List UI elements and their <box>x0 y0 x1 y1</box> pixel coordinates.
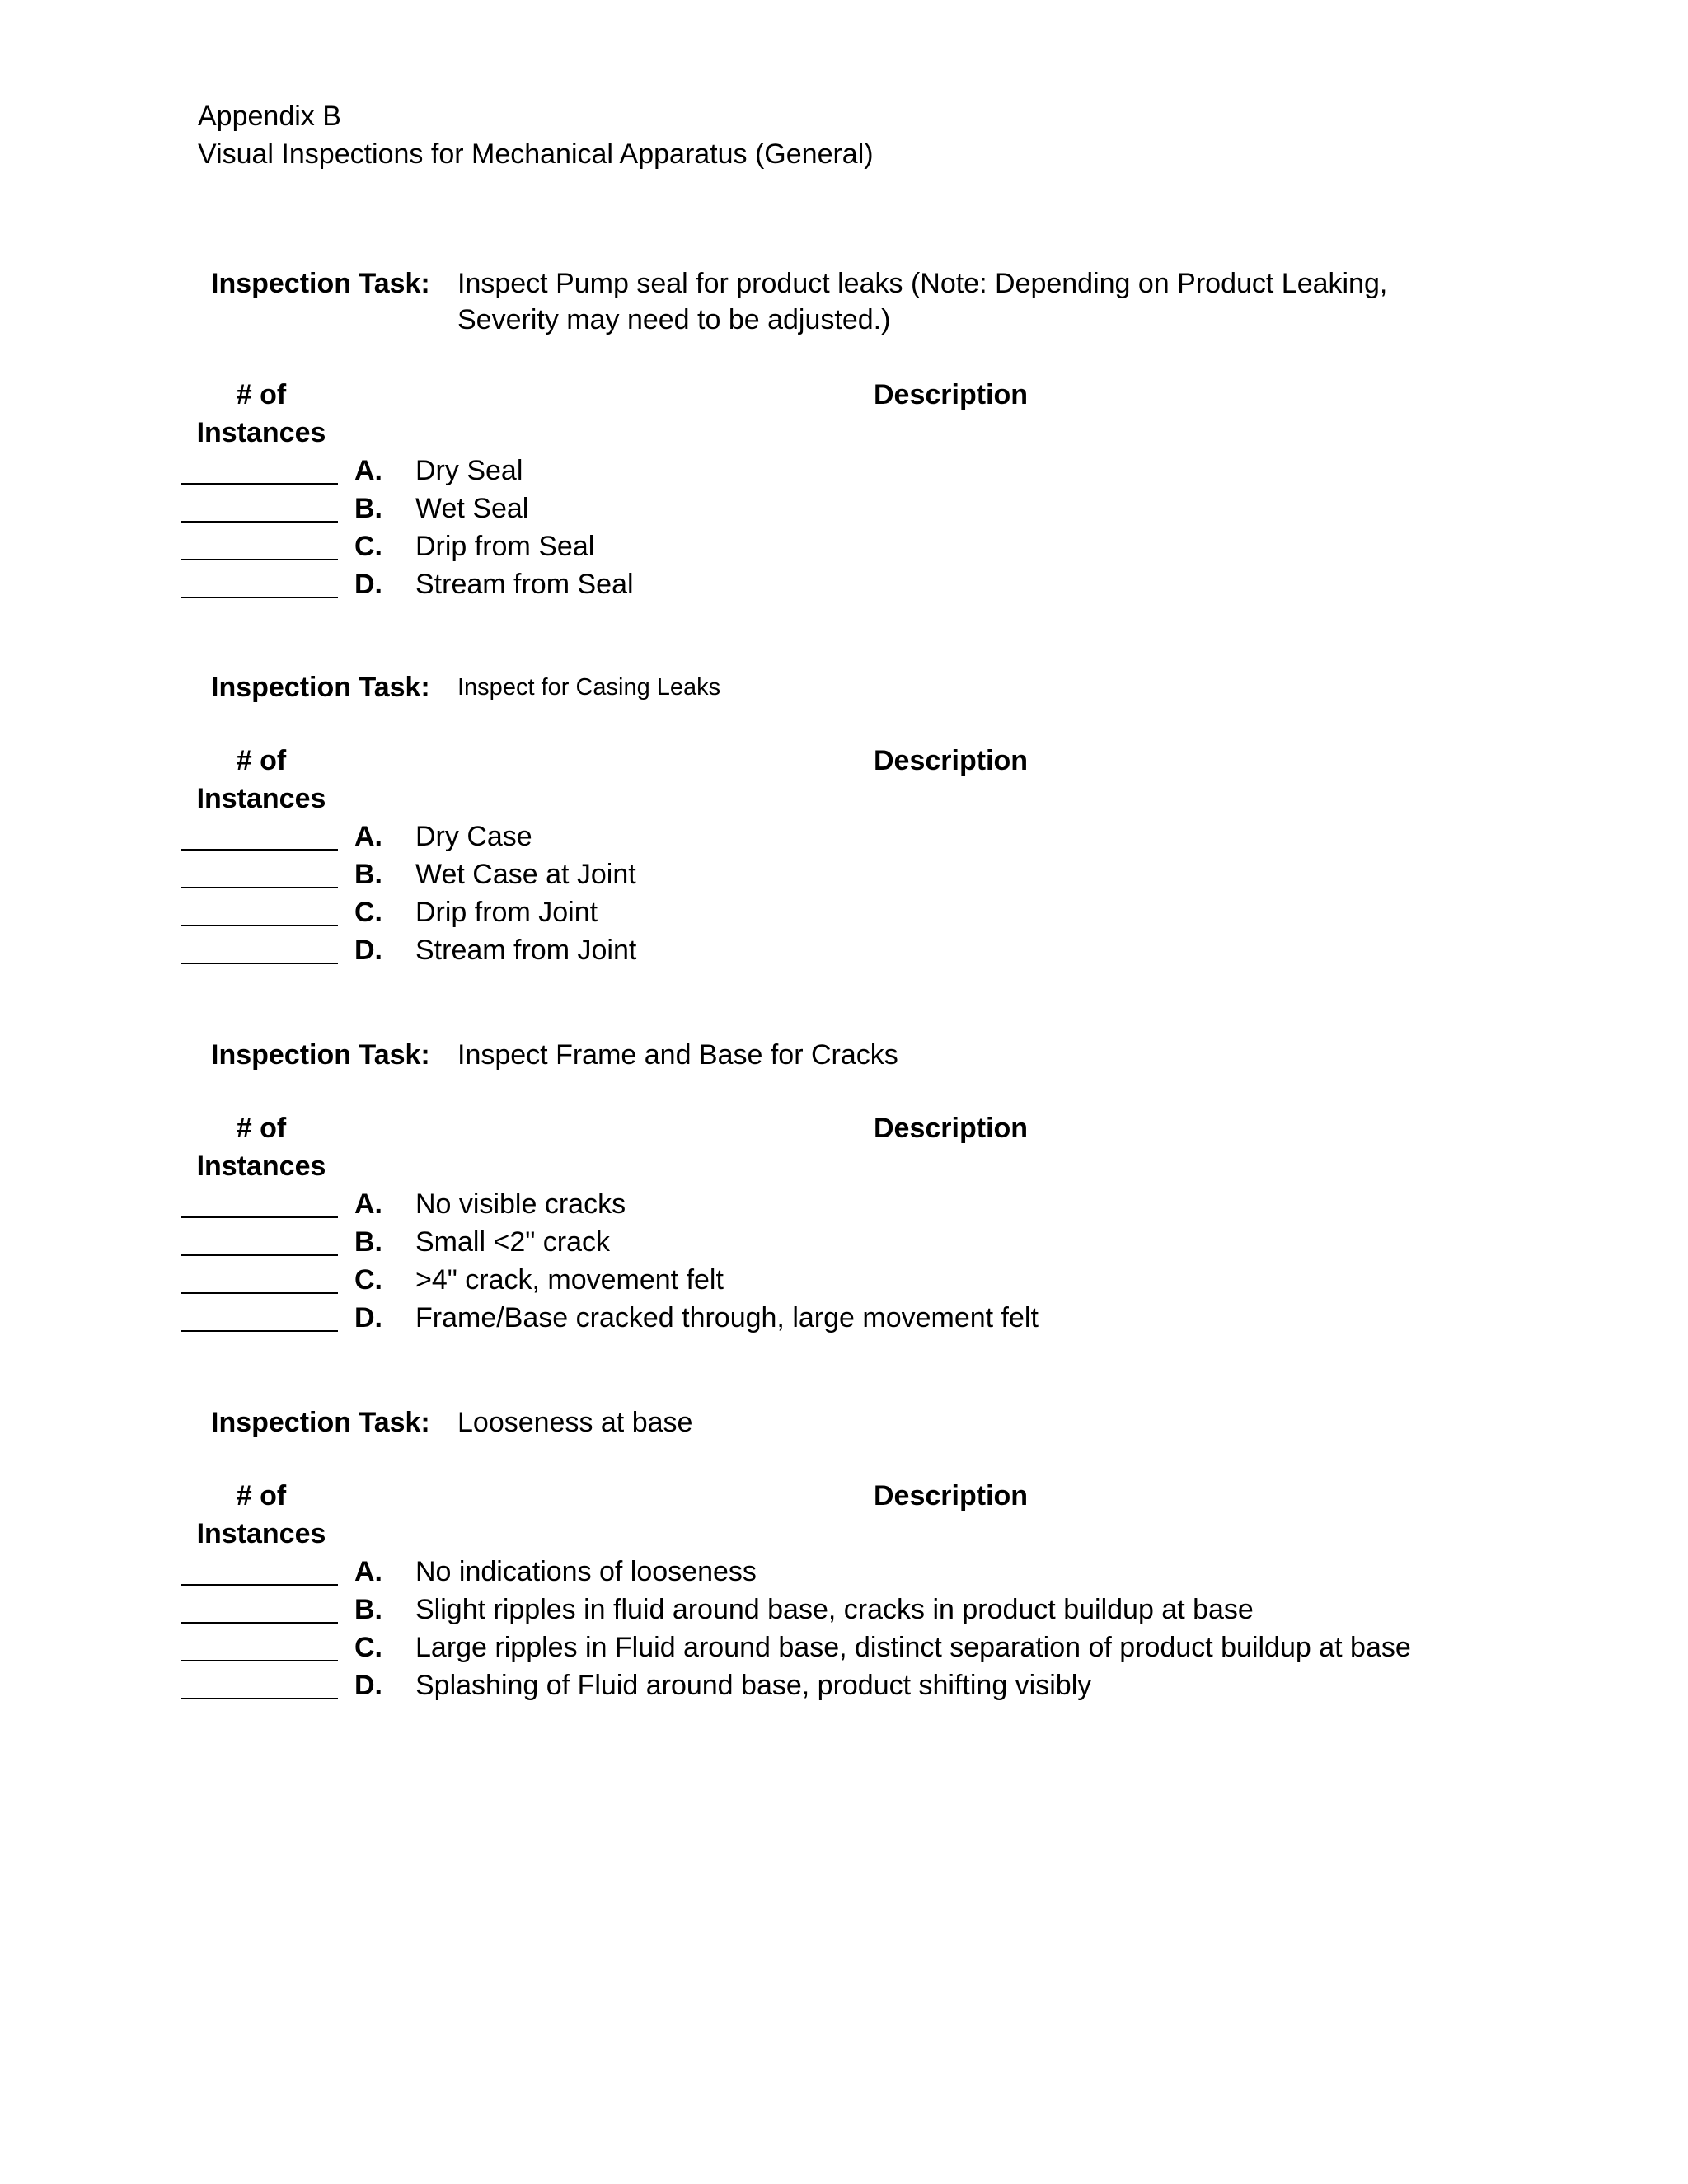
option-row <box>0 1299 1688 1337</box>
document-title: Visual Inspections for Mechanical Apparatus (General) <box>198 138 874 170</box>
option-row <box>0 490 1688 527</box>
instances-blank[interactable] <box>181 597 338 598</box>
inspection-task-text: Inspect for Casing Leaks <box>457 674 721 701</box>
option-description: Drip from Joint <box>415 897 598 928</box>
option-row <box>0 1629 1688 1666</box>
option-letter: C. <box>354 1632 382 1663</box>
instances-blank[interactable] <box>181 1660 338 1661</box>
option-letter: B. <box>354 1226 382 1258</box>
instances-blank[interactable] <box>181 1292 338 1294</box>
option-list <box>0 818 1688 969</box>
inspection-task-label: Inspection Task: <box>211 268 430 299</box>
option-letter: D. <box>354 935 382 966</box>
option-list <box>0 1553 1688 1704</box>
instances-column-header: # of Instances <box>196 1113 326 1182</box>
option-row <box>0 1223 1688 1261</box>
option-description: Wet Case at Joint <box>415 859 636 890</box>
option-letter: A. <box>354 1556 382 1587</box>
option-row <box>0 818 1688 855</box>
instances-blank[interactable] <box>181 521 338 523</box>
instances-column-header: # of Instances <box>196 379 326 448</box>
instances-column-header: # of Instances <box>196 745 326 814</box>
option-letter: B. <box>354 1594 382 1625</box>
instances-column-header: # of Instances <box>196 1480 326 1549</box>
option-description: Stream from Seal <box>415 569 634 600</box>
option-description: Large ripples in Fluid around base, distinct separation of product buildup at base <box>415 1632 1411 1663</box>
inspection-task-text: Looseness at base <box>457 1407 693 1438</box>
instances-blank[interactable] <box>181 1622 338 1624</box>
instances-blank[interactable] <box>181 925 338 926</box>
option-letter: D. <box>354 1670 382 1701</box>
option-description: No visible cracks <box>415 1188 626 1220</box>
inspection-task-label: Inspection Task: <box>211 1039 430 1071</box>
option-row <box>0 893 1688 931</box>
description-column-header: Description <box>874 745 1029 776</box>
option-letter: C. <box>354 897 382 928</box>
option-description: Small <2" crack <box>415 1226 610 1258</box>
option-letter: A. <box>354 821 382 852</box>
option-row <box>0 527 1688 565</box>
inspection-task-text: Inspect Pump seal for product leaks (Note: Depending on Product Leaking, Severity may need to be adjusted.) <box>457 268 1388 335</box>
option-row <box>0 1591 1688 1629</box>
option-row <box>0 855 1688 893</box>
option-row <box>0 1666 1688 1704</box>
option-description: Drip from Seal <box>415 531 595 562</box>
option-letter: C. <box>354 531 382 562</box>
appendix-label: Appendix B <box>198 101 341 132</box>
option-list <box>0 452 1688 603</box>
option-row <box>0 1553 1688 1591</box>
instances-blank[interactable] <box>181 1216 338 1218</box>
inspection-task-label: Inspection Task: <box>211 672 430 703</box>
option-description: Frame/Base cracked through, large movement felt <box>415 1302 1039 1333</box>
option-description: Slight ripples in fluid around base, cracks in product buildup at base <box>415 1594 1254 1625</box>
instances-blank[interactable] <box>181 887 338 888</box>
option-description: No indications of looseness <box>415 1556 757 1587</box>
description-column-header: Description <box>874 379 1029 410</box>
instances-blank[interactable] <box>181 1330 338 1332</box>
option-letter: B. <box>354 859 382 890</box>
option-letter: A. <box>354 455 382 486</box>
option-row <box>0 452 1688 490</box>
instances-blank[interactable] <box>181 963 338 964</box>
inspection-task-label: Inspection Task: <box>211 1407 430 1438</box>
instances-blank[interactable] <box>181 559 338 560</box>
instances-blank[interactable] <box>181 1254 338 1256</box>
option-letter: D. <box>354 569 382 600</box>
option-description: Dry Case <box>415 821 532 852</box>
option-letter: B. <box>354 493 382 524</box>
instances-blank[interactable] <box>181 483 338 485</box>
option-row <box>0 931 1688 969</box>
option-letter: D. <box>354 1302 382 1333</box>
instances-blank[interactable] <box>181 849 338 851</box>
option-description: Stream from Joint <box>415 935 637 966</box>
option-description: >4" crack, movement felt <box>415 1264 724 1296</box>
option-row <box>0 1185 1688 1223</box>
option-description: Dry Seal <box>415 455 523 486</box>
option-row <box>0 565 1688 603</box>
option-list <box>0 1185 1688 1337</box>
option-row <box>0 1261 1688 1299</box>
document-header <box>198 97 874 173</box>
instances-blank[interactable] <box>181 1698 338 1699</box>
description-column-header: Description <box>874 1480 1029 1511</box>
instances-blank[interactable] <box>181 1584 338 1586</box>
option-letter: C. <box>354 1264 382 1296</box>
option-letter: A. <box>354 1188 382 1220</box>
description-column-header: Description <box>874 1113 1029 1144</box>
option-description: Wet Seal <box>415 493 529 524</box>
option-description: Splashing of Fluid around base, product shifting visibly <box>415 1670 1092 1701</box>
inspection-task-text: Inspect Frame and Base for Cracks <box>457 1039 898 1071</box>
